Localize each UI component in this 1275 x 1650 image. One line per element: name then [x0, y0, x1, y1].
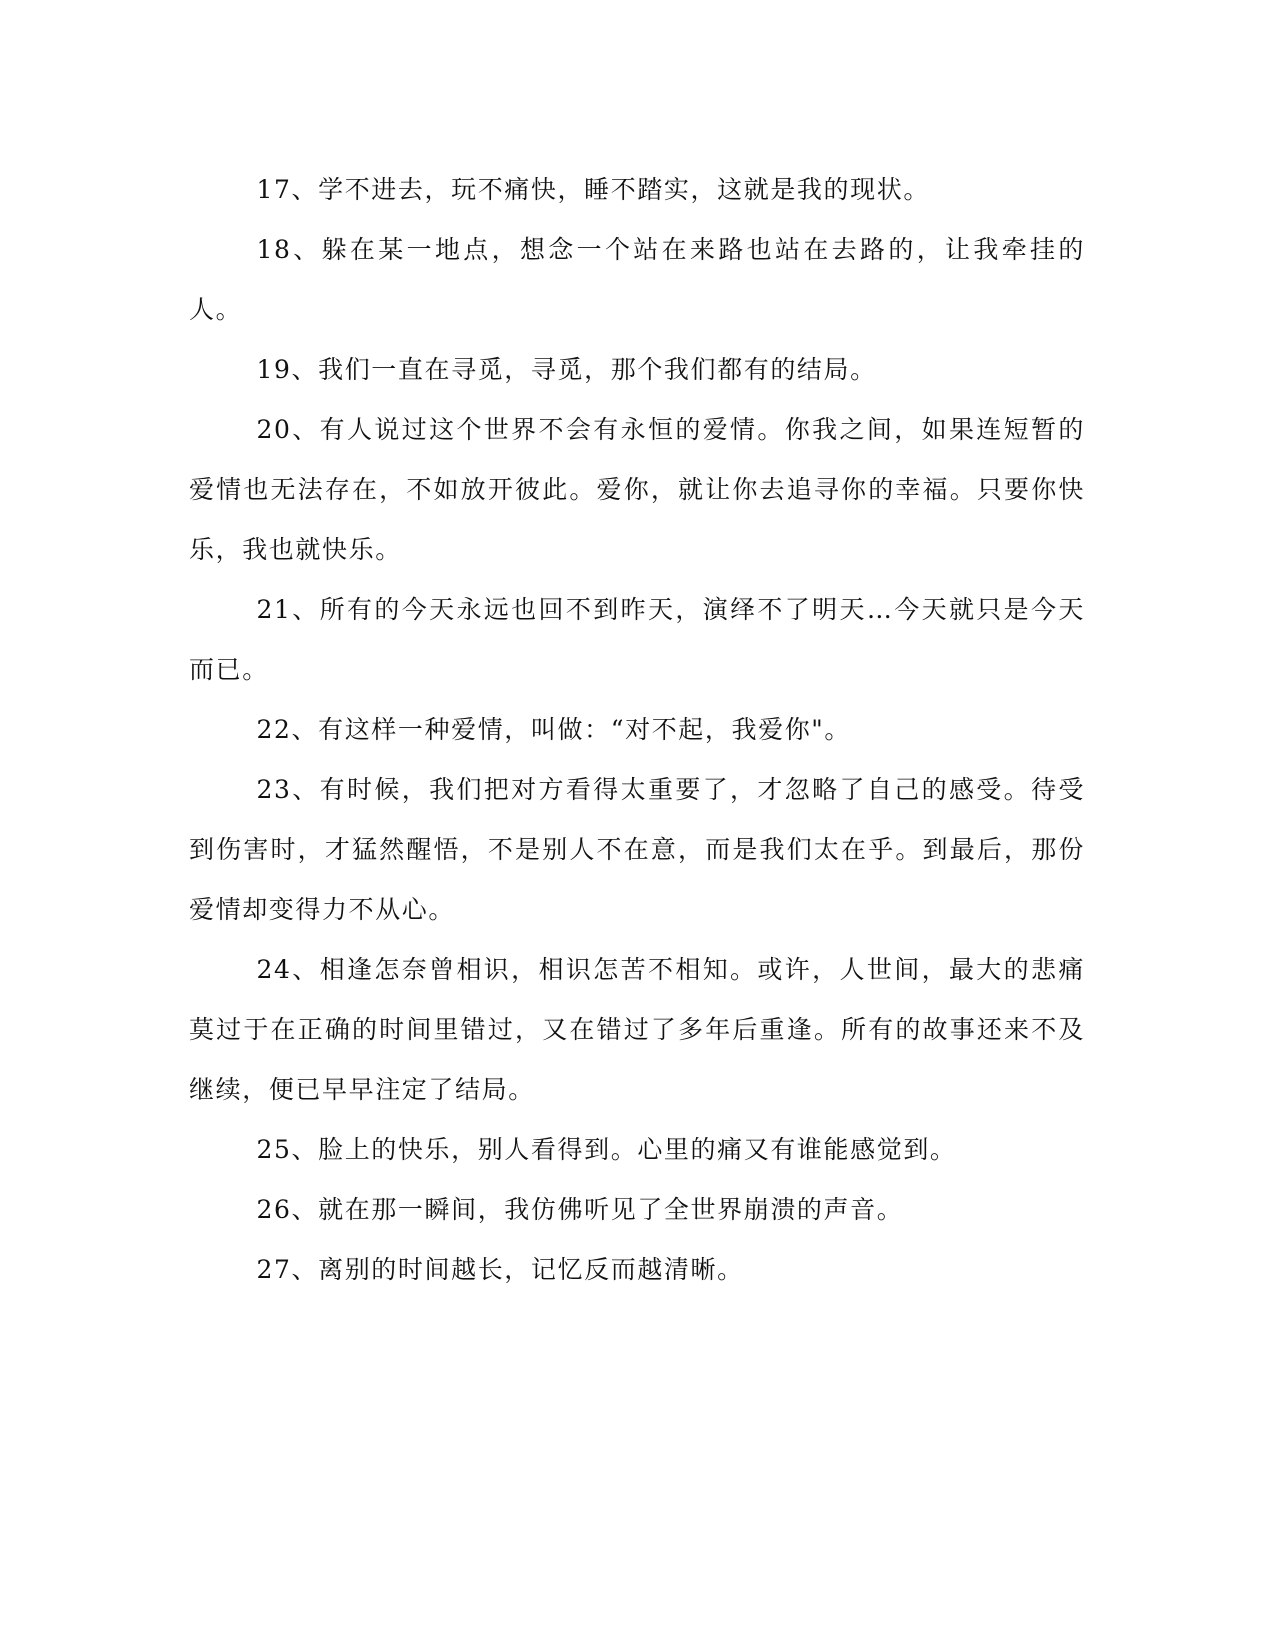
paragraph-20: 20、有人说过这个世界不会有永恒的爱情。你我之间，如果连短暂的爱情也无法存在，不如放开彼此。爱你，就让你去追寻你的幸福。只要你快乐，我也就快乐。 — [189, 415, 1085, 564]
paragraph-23: 23、有时候，我们把对方看得太重要了，才忽略了自己的感受。待受到伤害时，才猛然醒悟，不是别人不在意，而是我们太在乎。到最后，那份爱情却变得力不从心。 — [189, 775, 1085, 924]
paragraph-18: 18、躲在某一地点，想念一个站在来路也站在去路的，让我牵挂的人。 — [189, 235, 1085, 324]
paragraph-24: 24、相逢怎奈曾相识，相识怎苦不相知。或许，人世间，最大的悲痛莫过于在正确的时间里错过，又在错过了多年后重逢。所有的故事还来不及继续，便已早早注定了结局。 — [189, 955, 1085, 1104]
document-body — [189, 160, 1085, 1300]
paragraph-26: 26、就在那一瞬间，我仿佛听见了全世界崩溃的声音。 — [256, 1195, 904, 1224]
paragraph-21: 21、所有的今天永远也回不到昨天，演绎不了明天…今天就只是今天而已。 — [189, 595, 1085, 684]
paragraph-22: 22、有这样一种爱情，叫做：“对不起，我爱你"。 — [256, 715, 851, 744]
paragraph-25: 25、脸上的快乐，别人看得到。心里的痛又有谁能感觉到。 — [256, 1135, 957, 1164]
paragraph-27: 27、离别的时间越长，记忆反而越清晰。 — [256, 1255, 744, 1284]
paragraph-17: 17、学不进去，玩不痛快，睡不踏实，这就是我的现状。 — [256, 175, 930, 204]
paragraph-19: 19、我们一直在寻觅，寻觅，那个我们都有的结局。 — [256, 355, 877, 384]
